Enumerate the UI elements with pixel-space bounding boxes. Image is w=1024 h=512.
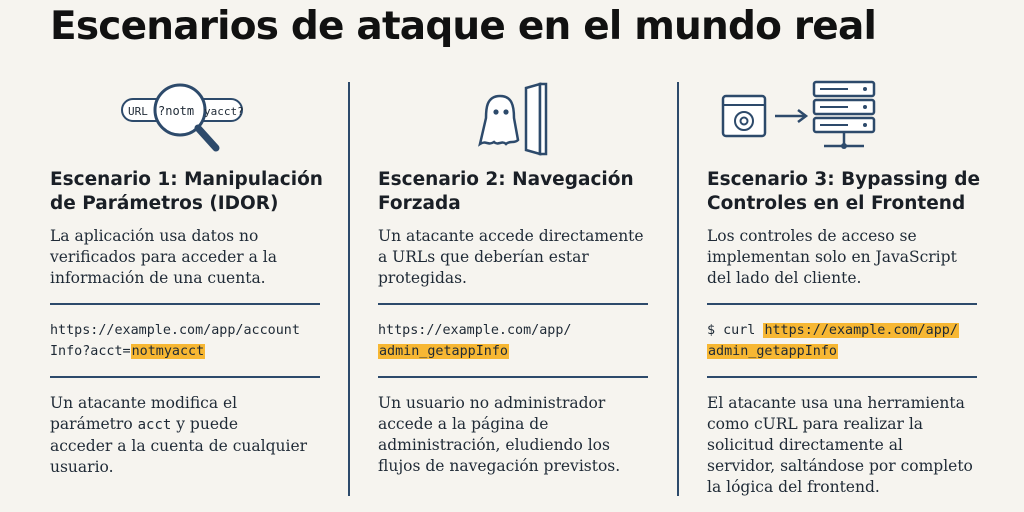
param-tail-label: yacct? xyxy=(204,105,244,118)
divider-rule xyxy=(50,303,320,305)
scenario-3-result: El atacante usa una herramienta como cURL para realizar la solicitud directamente al servidor, saltándose por completo la lógica del frontend. xyxy=(707,394,973,496)
scenario-2-description: Un atacante accede directamente a URLs que deberían estar protegidas. xyxy=(378,227,644,287)
scenario-1-code: https://example.com/app/account Info?acct=notmyacct xyxy=(50,323,300,359)
ghost-door-icon xyxy=(476,78,556,158)
scenario-3-code: $ curl https://example.com/app/ admin_getappInfo xyxy=(707,323,958,359)
browser-to-server-icon xyxy=(720,78,880,158)
scenario-2-code: https://example.com/app/ admin_getappInfo xyxy=(378,323,572,359)
divider-rule xyxy=(707,376,977,378)
highlighted-path: admin_getappInfo xyxy=(708,344,837,359)
param-label: ?notm xyxy=(158,104,195,118)
scenario-2-result: Un usuario no administrador accede a la página de administración, eludiendo los flujos de navegación previstos. xyxy=(378,394,621,475)
scenario-2-heading: Escenario 2: Navegación Forzada xyxy=(378,169,634,214)
column-divider xyxy=(348,82,350,496)
url-label: URL xyxy=(128,105,148,118)
scenario-1-description: La aplicación usa datos no verificados para acceder a la información de una cuenta. xyxy=(50,227,278,287)
page-title: Escenarios de ataque en el mundo real xyxy=(50,4,877,49)
divider-rule xyxy=(707,303,977,305)
scenario-1-result: Un atacante modifica el parámetro acct y puede acceder a la cuenta de cualquier usuario. xyxy=(50,394,308,476)
scenario-3-heading: Escenario 3: Bypassing de Controles en el Frontend xyxy=(707,169,981,214)
scenario-3-description: Los controles de acceso se implementan solo en JavaScript del lado del cliente. xyxy=(707,227,957,287)
divider-rule xyxy=(378,303,648,305)
inline-code: acct xyxy=(137,417,172,433)
column-divider xyxy=(677,82,679,496)
highlighted-url: https://example.com/app/ xyxy=(764,323,958,338)
highlighted-path: admin_getappInfo xyxy=(379,344,508,359)
divider-rule xyxy=(50,376,320,378)
magnifying-glass-icon xyxy=(118,78,258,158)
divider-rule xyxy=(378,376,648,378)
highlighted-param: notmyacct xyxy=(131,344,205,359)
scenario-1-heading: Escenario 1: Manipulación de Parámetros (IDOR) xyxy=(50,169,323,214)
